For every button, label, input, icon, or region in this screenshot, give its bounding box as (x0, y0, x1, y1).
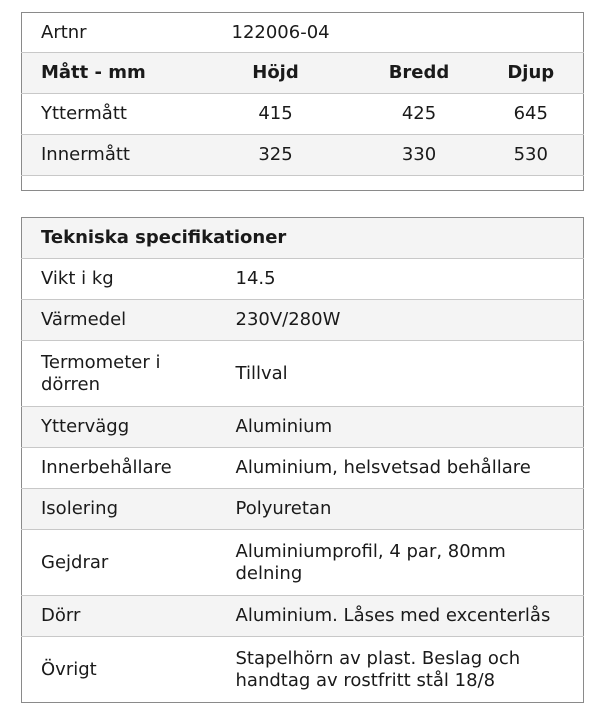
cell-djup: 530 (479, 135, 584, 176)
cell-bredd: 330 (360, 135, 479, 176)
dimensions-table (21, 12, 584, 191)
spec-value: 230V/280W (217, 300, 584, 341)
dimensions-header-row (22, 53, 584, 94)
header-bredd: Bredd (360, 53, 479, 94)
artnr-row (22, 13, 584, 53)
table-row (22, 259, 584, 300)
spec-label: Gejdrar (22, 530, 217, 596)
spec-value: 14.5 (217, 259, 584, 300)
spec-value: Polyuretan (217, 489, 584, 530)
header-hojd: Höjd (192, 53, 360, 94)
spec-label: Dörr (22, 596, 217, 637)
spec-value: Aluminiumprofil, 4 par, 80mm delning (217, 530, 584, 596)
spec-label: Isolering (22, 489, 217, 530)
spec-label: Termometer i dörren (22, 341, 217, 407)
table-row (22, 94, 584, 135)
cell-hojd: 415 (192, 94, 360, 135)
spec-label: Innerbehållare (22, 448, 217, 489)
table-row (22, 407, 584, 448)
table-row (22, 135, 584, 176)
row-label: Yttermått (22, 94, 192, 135)
table-row (22, 341, 584, 407)
artnr-label: Artnr (41, 21, 87, 43)
table-row (22, 637, 584, 703)
dimensions-header-label: Mått - mm (22, 53, 192, 94)
table-row (22, 596, 584, 637)
row-label: Innermått (22, 135, 192, 176)
spec-label: Övrigt (22, 637, 217, 703)
spec-value: Stapelhörn av plast. Beslag och handtag av rostfritt stål 18/8 (217, 637, 584, 703)
spec-label: Vikt i kg (22, 259, 217, 300)
specs-table (21, 217, 584, 703)
cell-djup: 645 (479, 94, 584, 135)
spec-value: Aluminium (217, 407, 584, 448)
cell-bredd: 425 (360, 94, 479, 135)
spec-label: Yttervägg (22, 407, 217, 448)
spacer-row (22, 176, 584, 191)
table-row (22, 448, 584, 489)
specs-title: Tekniska specifikationer (22, 218, 584, 259)
spec-value: Aluminium. Låses med excenterlås (217, 596, 584, 637)
artnr-value: 122006-04 (231, 21, 330, 43)
table-row (22, 530, 584, 596)
spec-value: Tillval (217, 341, 584, 407)
table-row (22, 489, 584, 530)
spec-value: Aluminium, helsvetsad behållare (217, 448, 584, 489)
table-row (22, 300, 584, 341)
spec-label: Värmedel (22, 300, 217, 341)
specs-title-row (22, 218, 584, 259)
cell-hojd: 325 (192, 135, 360, 176)
header-djup: Djup (479, 53, 584, 94)
